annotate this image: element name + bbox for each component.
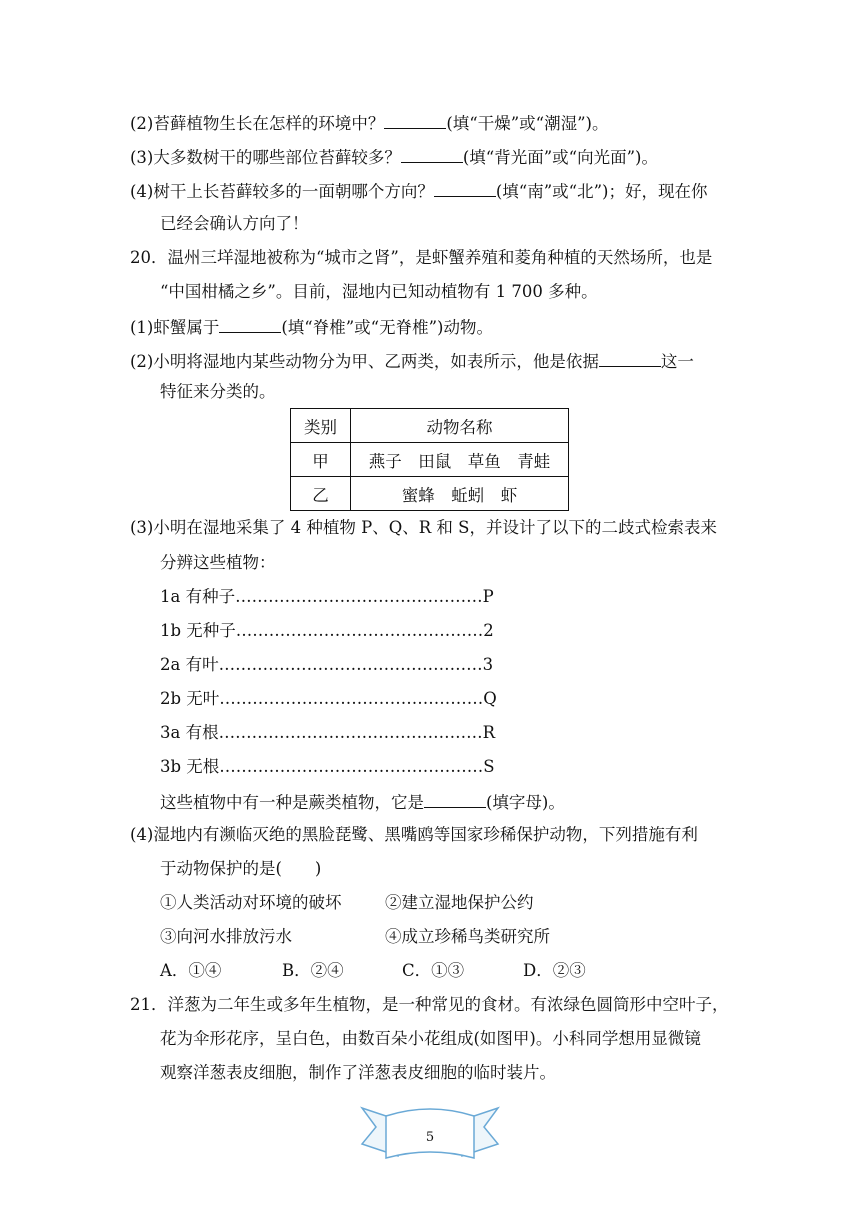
answer-blank[interactable] — [599, 352, 661, 367]
question-20-2: (2)小明将湿地内某些动物分为甲、乙两类，如表所示，他是依据 这一 — [130, 352, 694, 371]
question-20-4: (4)湿地内有濒临灭绝的黑脸琵鹭、黑嘴鸥等国家珍稀保护动物，下列措施有利 — [130, 825, 698, 844]
dichotomous-key-line: 3b 无根…………………………………………S — [160, 757, 495, 776]
question-21-stem-cont: 花为伞形花序，呈白色，由数百朵小花组成(如图甲)。小科同学想用显微镜 — [160, 1029, 701, 1048]
table-header-category: 类别 — [291, 409, 351, 443]
table-row — [291, 409, 569, 443]
table-cell: 乙 — [291, 477, 351, 511]
dichotomous-key-line: 2b 无叶…………………………………………Q — [160, 689, 497, 708]
animal-classification-table — [290, 408, 569, 511]
table-cell: 甲 — [291, 443, 351, 477]
table-row — [291, 443, 569, 477]
choice-b[interactable]: B．②④ — [282, 961, 344, 980]
choice-a[interactable]: A．①④ — [160, 961, 222, 980]
question-20-stem: 20．温州三垟湿地被称为“城市之肾”，是虾蟹养殖和菱角种植的天然场所，也是 — [130, 248, 713, 267]
question-20-3: (3)小明在湿地采集了 4 种植物 P、Q、R 和 S，并设计了以下的二歧式检索表来 — [130, 518, 717, 537]
dichotomous-key-line: 2a 有叶…………………………………………3 — [160, 655, 494, 674]
question-20-3-ask: 这些植物中有一种是蕨类植物，它是 (填字母)。 — [160, 793, 565, 812]
answer-blank[interactable] — [401, 148, 463, 163]
table-header-animals: 动物名称 — [351, 409, 569, 443]
question-20-3-cont: 分辨这些植物： — [160, 553, 276, 572]
question-20-4-cont: 于动物保护的是( ) — [160, 859, 322, 878]
choice-d[interactable]: D．②③ — [523, 961, 586, 980]
dichotomous-key-line: 3a 有根…………………………………………R — [160, 723, 496, 742]
answer-blank[interactable] — [434, 182, 496, 197]
measure-item-3: ③向河水排放污水 — [160, 927, 292, 946]
measure-item-4: ④成立珍稀鸟类研究所 — [385, 927, 550, 946]
table-cell: 蜜蜂 蚯蚓 虾 — [351, 477, 569, 511]
question-20-stem-cont: “中国柑橘之乡”。目前，湿地内已知动植物有 1 700 多种。 — [160, 282, 598, 301]
question-21-stem: 21．洋葱为二年生或多年生植物，是一种常见的食材。有浓绿色圆筒形中空叶子， — [130, 995, 729, 1014]
table-cell: 燕子 田鼠 草鱼 青蛙 — [351, 443, 569, 477]
answer-blank[interactable] — [384, 114, 446, 129]
question-21-stem-cont: 观察洋葱表皮细胞，制作了洋葱表皮细胞的临时装片。 — [160, 1063, 556, 1082]
page-number-ribbon — [360, 1100, 500, 1164]
dichotomous-key-line: 1a 有种子………………………………………P — [160, 587, 494, 606]
question-20-2-cont: 特征来分类的。 — [160, 382, 276, 401]
question-20-1: (1)虾蟹属于 (填“脊椎”或“无脊椎”)动物。 — [130, 318, 493, 337]
table-row — [291, 477, 569, 511]
dichotomous-key-line: 1b 无种子………………………………………2 — [160, 621, 494, 640]
question-19-4-cont: 已经会确认方向了！ — [160, 214, 309, 233]
choice-c[interactable]: C．①③ — [402, 961, 465, 980]
question-19-4: (4)树干上长苔藓较多的一面朝哪个方向？ (填“南”或“北”)；好，现在你 — [130, 182, 708, 201]
measure-item-2: ②建立湿地保护公约 — [385, 893, 534, 912]
answer-blank[interactable] — [219, 318, 281, 333]
answer-blank[interactable] — [424, 793, 486, 808]
question-19-2: (2)苔藓植物生长在怎样的环境中？ (填“干燥”或“潮湿”)。 — [130, 114, 609, 133]
measure-item-1: ①人类活动对环境的破坏 — [160, 893, 342, 912]
page-number: 5 — [425, 1130, 435, 1145]
question-19-3: (3)大多数树干的哪些部位苔藓较多？ (填“背光面”或“向光面”)。 — [130, 148, 658, 167]
